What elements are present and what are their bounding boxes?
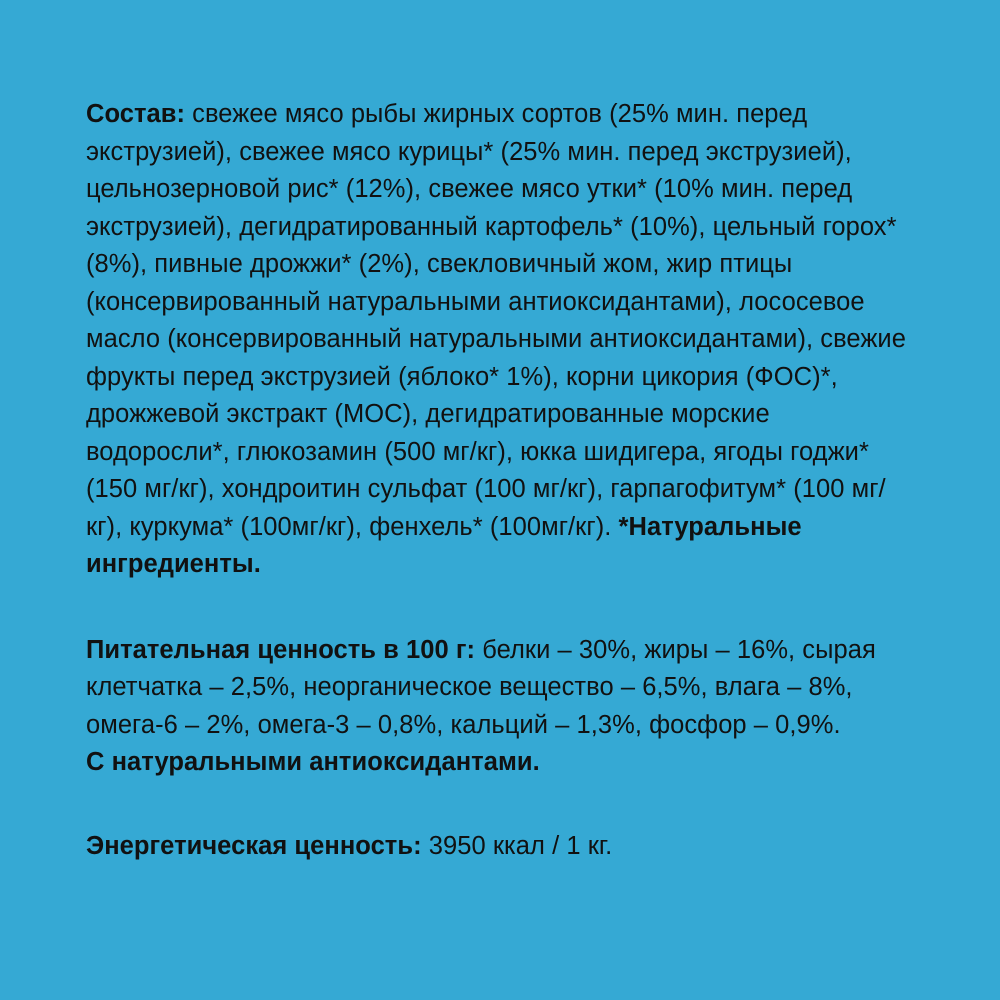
- nutrition-paragraph: [86, 632, 920, 745]
- nutrition-label: Питательная ценность в 100 г:: [86, 635, 476, 664]
- composition-label: Состав:: [86, 100, 186, 128]
- energy-paragraph: [86, 828, 920, 866]
- nutrition-text: белки – 30%, жиры – 16%, сырая клетчатка – 2,5%, неорганическое вещество – 6,5%, влага – 8%, омега-6 – 2%, омега-3 – 0,8%, кальций – 1,3%, фосфор – 0,9%.: [86, 635, 876, 739]
- energy-label: Энергетическая ценность:: [86, 831, 422, 860]
- energy-text: 3950 ккал / 1 кг.: [421, 831, 613, 860]
- composition-text: свежее мясо рыбы жирных сортов (25% мин. перед экструзией), свежее мясо курицы* (25% мин. перед экструзией), цельнозерновой рис* (12%), свежее мясо утки* (10% мин. перед экструзией), дегидратированный картофель* (10%), цельный горох* (8%), пивные дрожжи* (2%), свекловичный жом, жир птицы (консервированный натуральными антиоксидантами), лососевое масло (консервированный натуральными антиоксидантами), свежие фрукты перед экструзией (яблоко* 1%), корни цикория (ФОС)*, дрожжевой экстракт (МОС), дегидратированные морские водоросли*, глюкозамин (500 мг/кг), юкка шидигера, ягоды годжи* (150 мг/кг), хондроитин сульфат (100 мг/кг), гарпагофитум* (100 мг/кг), куркума* (100мг/кг), фенхель* (100мг/кг).: [86, 100, 906, 541]
- composition-paragraph: [86, 96, 920, 584]
- antioxidants-note: С натуральными антиоксидантами.: [86, 748, 540, 776]
- natural-ingredients-note: *Натуральные ингредиенты.: [86, 512, 802, 578]
